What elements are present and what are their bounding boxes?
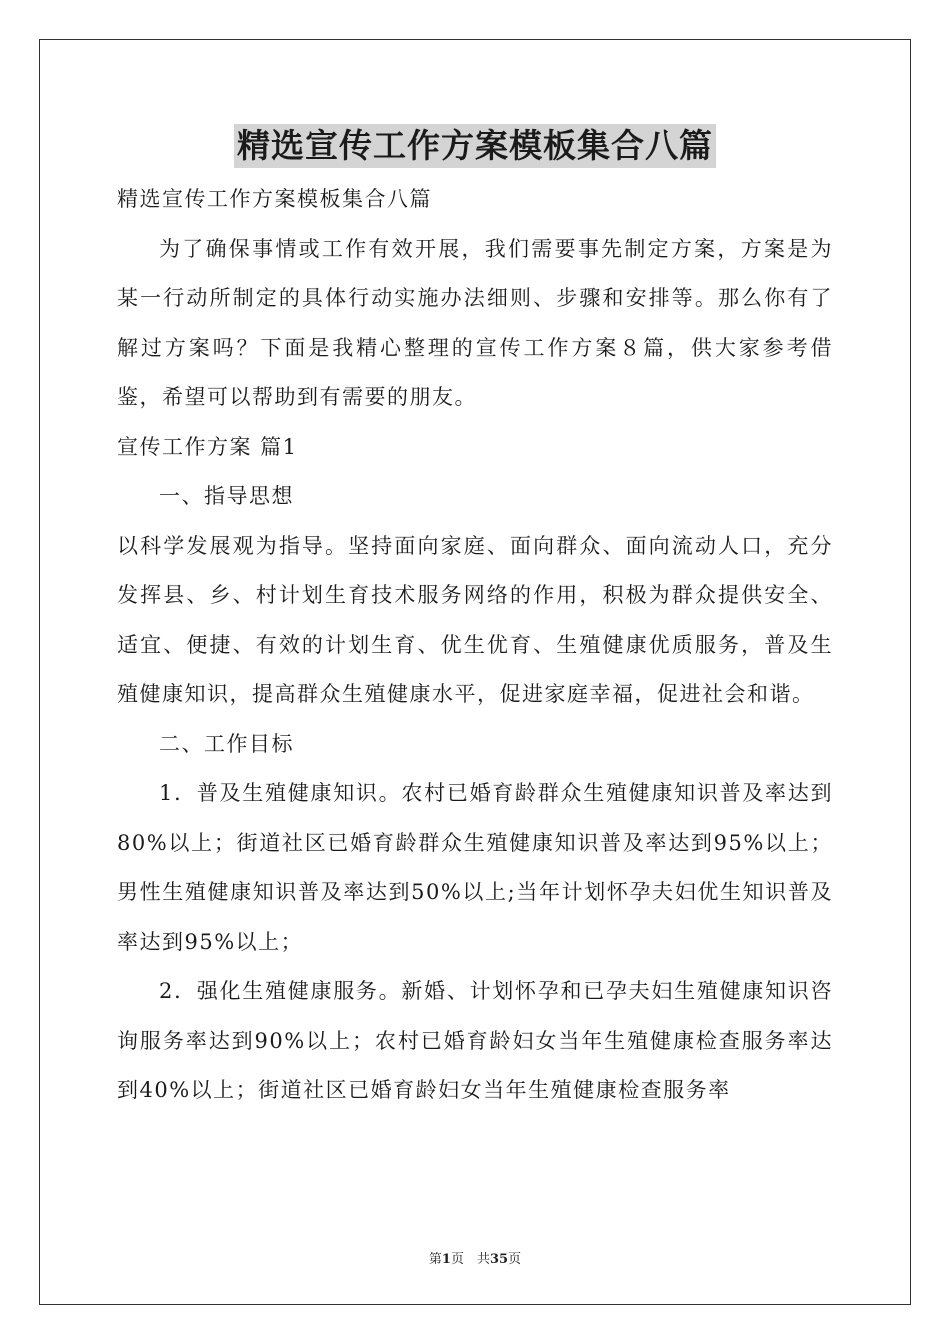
document-body: [117, 175, 833, 1116]
paragraph: 为了确保事情或工作有效开展，我们需要事先制定方案，方案是为某一行动所制定的具体行动实施办法细则、步骤和安排等。那么你有了解过方案吗？下面是我精心整理的宣传工作方案８篇，供大家参考借鉴，希望可以帮助到有需要的朋友。: [117, 236, 833, 409]
paragraph: 精选宣传工作方案模板集合八篇: [117, 187, 432, 211]
paragraph: 1．普及生殖健康知识。农村已婚育龄群众生殖健康知识普及率达到80%以上；街道社区已婚育龄群众生殖健康知识普及率达到95%以上；男性生殖健康知识普及率达到50%以上;当年计划怀孕夫妇优生知识普及率达到95%以上；: [117, 781, 833, 954]
section-heading: 二、工作目标: [159, 731, 294, 756]
document-title: 精选宣传工作方案模板集合八篇: [234, 124, 716, 168]
page-number-total: 35: [489, 1252, 509, 1267]
page-number-mid: 页 共: [450, 1252, 490, 1267]
section-heading: 宣传工作方案 篇1: [117, 434, 298, 459]
page-footer: [0, 1248, 950, 1267]
page-number-suffix: 页: [508, 1252, 522, 1267]
paragraph: 2．强化生殖健康服务。新婚、计划怀孕和已孕夫妇生殖健康知识咨询服务率达到90%以上；农村已婚育龄妇女当年生殖健康检查服务率达到40%以上；街道社区已婚育龄妇女当年生殖健康检查服务率: [117, 979, 833, 1102]
page-number-current: 1: [441, 1252, 451, 1267]
document-title-wrapper: [0, 124, 950, 168]
paragraph: 以科学发展观为指导。坚持面向家庭、面向群众、面向流动人口，充分发挥县、乡、村计划生育技术服务网络的作用，积极为群众提供安全、适宜、便捷、有效的计划生育、优生优育、生殖健康优质服务，普及生殖健康知识，提高群众生殖健康水平，促进家庭幸福，促进社会和谐。: [117, 533, 833, 706]
section-heading: 一、指导思想: [159, 484, 294, 508]
page-number-prefix: 第: [428, 1252, 442, 1267]
